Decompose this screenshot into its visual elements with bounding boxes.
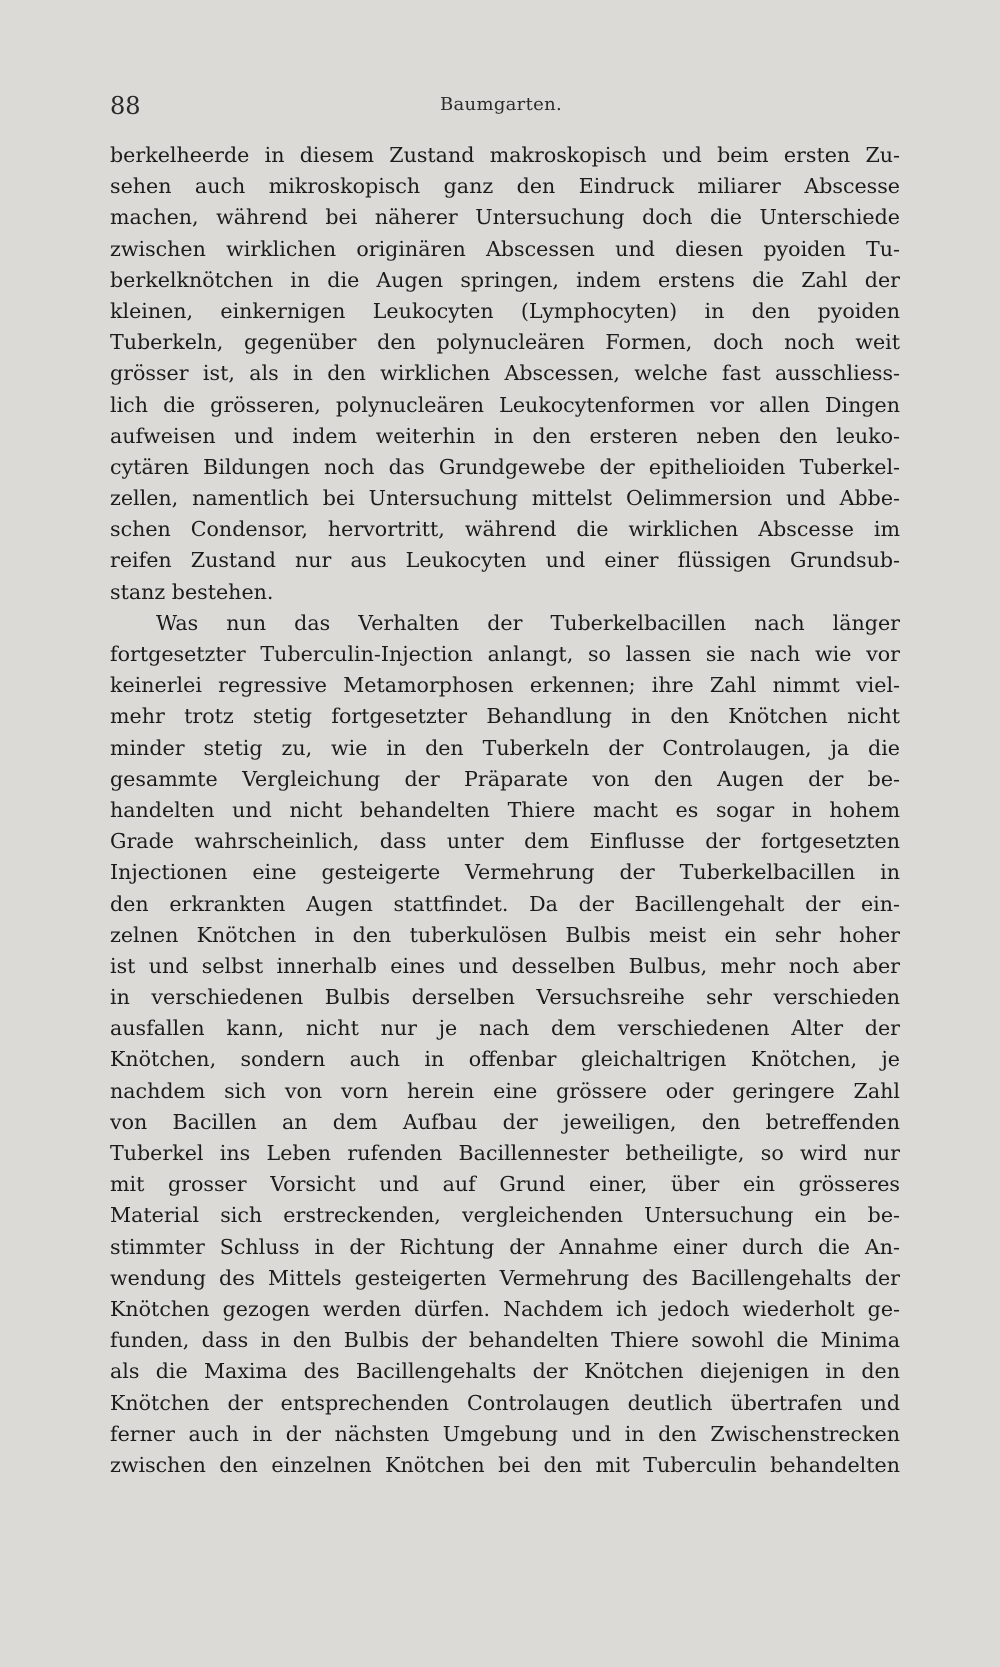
- running-head: Baumgarten.: [440, 94, 562, 115]
- text-line: Injectionen eine gesteigerte Vermehrung der Tuberkelbacillen in: [110, 860, 900, 885]
- text-line: fortgesetzter Tuberculin-Injection anlangt, so lassen sie nach wie vor: [110, 642, 900, 666]
- text-line: wendung des Mittels gesteigerten Vermehrung des Bacillengehalts der: [110, 1265, 900, 1290]
- text-line: nachdem sich von vorn herein eine grössere oder geringere Zahl: [110, 1078, 900, 1103]
- text-line: von Bacillen an dem Aufbau der jeweiligen, den betreffenden: [110, 1109, 900, 1134]
- text-line: berkelheerde in diesem Zustand makroskopisch und beim ersten Zu-: [110, 143, 900, 167]
- text-line: Knötchen der entsprechenden Controlaugen deutlich übertrafen und: [110, 1390, 900, 1415]
- text-line: schen Condensor, hervortritt, während die wirklichen Abscesse im: [110, 517, 900, 542]
- text-line: mit grosser Vorsicht und auf Grund einer, über ein grösseres: [110, 1172, 900, 1197]
- text-line: minder stetig zu, wie in den Tuberkeln der Controlaugen, ja die: [110, 735, 900, 760]
- text-line: grösser ist, als in den wirklichen Abscessen, welche fast ausschliess-: [110, 361, 900, 386]
- text-line: zellen, namentlich bei Untersuchung mittelst Oelimmersion und Abbe-: [110, 486, 900, 511]
- text-line: zelnen Knötchen in den tuberkulösen Bulbis meist ein sehr hoher: [110, 922, 900, 947]
- paragraph-start-line: Was nun das Verhalten der Tuberkelbacillen nach länger: [156, 610, 900, 635]
- page-header: [110, 90, 900, 126]
- text-line: mehr trotz stetig fortgesetzter Behandlung in den Knötchen nicht: [110, 704, 900, 729]
- text-line: zwischen wirklichen originären Abscessen und diesen pyoiden Tu-: [110, 236, 900, 261]
- text-line: ferner auch in der nächsten Umgebung und in den Zwischenstrecken: [110, 1421, 900, 1446]
- text-line: als die Maxima des Bacillengehalts der Knötchen diejenigen in den: [110, 1359, 900, 1384]
- text-line: machen, während bei näherer Untersuchung doch die Unterschiede: [110, 205, 900, 230]
- text-line: Material sich erstreckenden, vergleichenden Untersuchung ein be-: [110, 1203, 900, 1228]
- paragraph-end-line: stanz bestehen.: [110, 579, 274, 604]
- text-line: stimmter Schluss in der Richtung der Annahme einer durch die An-: [110, 1234, 900, 1259]
- text-line: aufweisen und indem weiterhin in den ersteren neben den leuko-: [110, 423, 900, 448]
- text-line: zwischen den einzelnen Knötchen bei den mit Tuberculin behandelten: [110, 1452, 900, 1477]
- text-line: handelten und nicht behandelten Thiere macht es sogar in hohem: [110, 797, 900, 822]
- text-line: Tuberkel ins Leben rufenden Bacillennester betheiligte, so wird nur: [110, 1141, 900, 1165]
- text-line: ausfallen kann, nicht nur je nach dem verschiedenen Alter der: [110, 1016, 900, 1041]
- body-text: [110, 140, 900, 1481]
- text-line: Knötchen gezogen werden dürfen. Nachdem ich jedoch wiederholt ge-: [110, 1296, 900, 1321]
- text-line: Tuberkeln, gegenüber den polynucleären Formen, doch noch weit: [110, 330, 900, 355]
- text-line: gesammte Vergleichung der Präparate von den Augen der be-: [110, 766, 900, 791]
- text-line: kleinen, einkernigen Leukocyten (Lymphocyten) in den pyoiden: [110, 298, 900, 323]
- text-line: berkelknötchen in die Augen springen, indem erstens die Zahl der: [110, 267, 900, 292]
- text-line: reifen Zustand nur aus Leukocyten und einer flüssigen Grundsub-: [110, 548, 900, 573]
- text-line: in verschiedenen Bulbis derselben Versuchsreihe sehr verschieden: [110, 985, 900, 1010]
- text-line: Grade wahrscheinlich, dass unter dem Einflusse der fortgesetzten: [110, 829, 900, 854]
- text-line: den erkrankten Augen stattfindet. Da der Bacillengehalt der ein-: [110, 891, 900, 916]
- page-number: 88: [110, 92, 141, 120]
- text-line: keinerlei regressive Metamorphosen erkennen; ihre Zahl nimmt viel-: [110, 673, 900, 698]
- text-line: lich die grösseren, polynucleären Leukocytenformen vor allen Dingen: [110, 392, 900, 417]
- text-line: cytären Bildungen noch das Grundgewebe der epithelioiden Tuberkel-: [110, 454, 900, 479]
- text-line: funden, dass in den Bulbis der behandelten Thiere sowohl die Minima: [110, 1328, 900, 1353]
- text-line: sehen auch mikroskopisch ganz den Eindruck miliarer Abscesse: [110, 174, 900, 199]
- text-line: Knötchen, sondern auch in offenbar gleichaltrigen Knötchen, je: [110, 1047, 900, 1072]
- text-line: ist und selbst innerhalb eines und desselben Bulbus, mehr noch aber: [110, 953, 900, 978]
